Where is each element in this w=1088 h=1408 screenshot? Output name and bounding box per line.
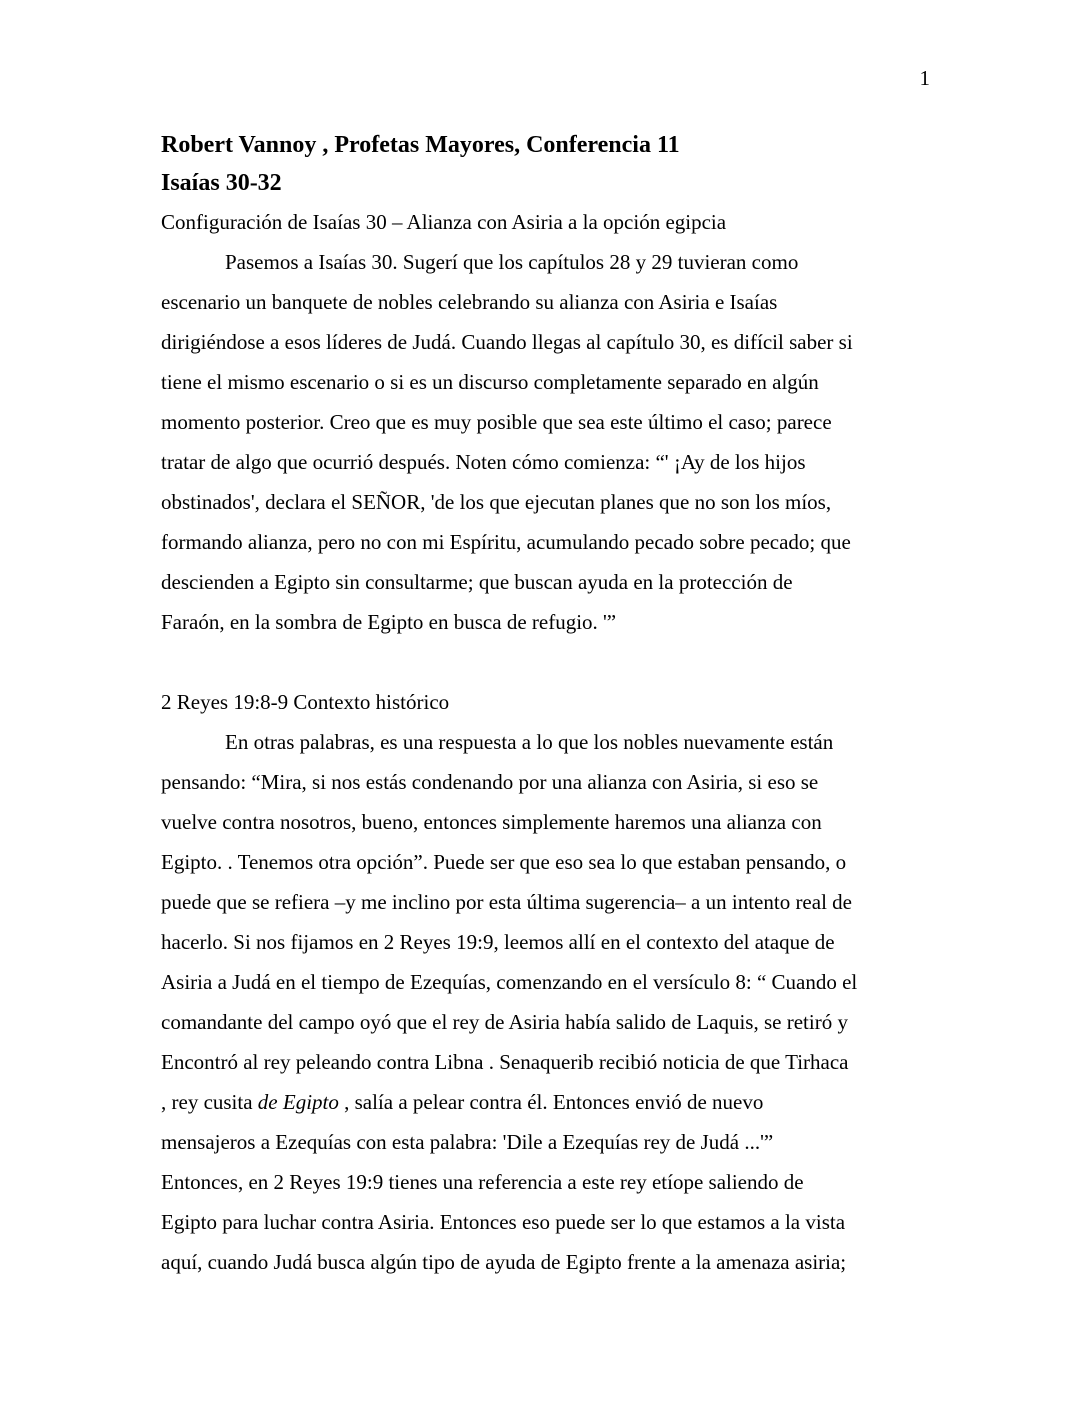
paragraph-line: Encontró al rey peleando contra Libna . Senaquerib recibió noticia de que Tirhaca	[161, 1050, 849, 1074]
paragraph-line: comandante del campo oyó que el rey de Asiria había salido de Laquis, se retiró y	[161, 1010, 848, 1034]
italic-phrase: de Egipto	[257, 1090, 339, 1114]
section-heading-2: 2 Reyes 19:8-9 Contexto histórico	[161, 690, 450, 714]
paragraph-line: tratar de algo que ocurrió después. Noten cómo comienza: “' ¡Ay de los hijos	[161, 450, 806, 474]
page-number: 1	[919, 66, 930, 90]
document-title: Robert Vannoy , Profetas Mayores, Conferencia 11	[161, 132, 680, 158]
document-body	[161, 126, 933, 1282]
paragraph-line: dirigiéndose a esos líderes de Judá. Cuando llegas al capítulo 30, es difícil saber si	[161, 330, 853, 354]
paragraph-line: Faraón, en la sombra de Egipto en busca de refugio. '”	[161, 610, 617, 634]
document-subtitle: Isaías 30-32	[161, 170, 282, 196]
paragraph-line: hacerlo. Si nos fijamos en 2 Reyes 19:9, leemos allí en el contexto del ataque de	[161, 930, 835, 954]
paragraph-line: descienden a Egipto sin consultarme; que buscan ayuda en la protección de	[161, 570, 793, 594]
paragraph-line: Asiria a Judá en el tiempo de Ezequías, comenzando en el versículo 8: “ Cuando el	[161, 970, 858, 994]
paragraph-line: obstinados', declara el SEÑOR, 'de los que ejecutan planes que no son los míos,	[161, 490, 832, 514]
paragraph-line: tiene el mismo escenario o si es un discurso completamente separado en algún	[161, 370, 819, 394]
line-text-after: , salía a pelear contra él. Entonces envió de nuevo	[338, 1090, 764, 1114]
paragraph-line: aquí, cuando Judá busca algún tipo de ayuda de Egipto frente a la amenaza asiria;	[161, 1250, 847, 1274]
paragraph-line: vuelve contra nosotros, bueno, entonces simplemente haremos una alianza con	[161, 810, 822, 834]
paragraph-line: formando alianza, pero no con mi Espíritu, acumulando pecado sobre pecado; que	[161, 530, 851, 554]
paragraph-line: puede que se refiera –y me inclino por esta última sugerencia– a un intento real de	[161, 890, 852, 914]
line-text-before: , rey cusita	[161, 1090, 258, 1114]
paragraph-line: Entonces, en 2 Reyes 19:9 tienes una referencia a este rey etíope saliendo de	[161, 1170, 804, 1194]
paragraph-line: En otras palabras, es una respuesta a lo que los nobles nuevamente están	[225, 730, 834, 754]
paragraph-line: Egipto para luchar contra Asiria. Entonces eso puede ser lo que estamos a la vista	[161, 1210, 846, 1234]
paragraph-line-with-italic	[161, 1082, 933, 1122]
paragraph-line: Egipto. . Tenemos otra opción”. Puede ser que eso sea lo que estaban pensando, o	[161, 850, 847, 874]
section-2-paragraph	[161, 722, 933, 1282]
section-heading-1: Configuración de Isaías 30 – Alianza con Asiria a la opción egipcia	[161, 210, 727, 234]
section-1-paragraph	[161, 242, 933, 642]
paragraph-line: momento posterior. Creo que es muy posible que sea este último el caso; parece	[161, 410, 832, 434]
paragraph-line: escenario un banquete de nobles celebrando su alianza con Asiria e Isaías	[161, 290, 778, 314]
blank-line	[161, 642, 933, 682]
paragraph-line: pensando: “Mira, si nos estás condenando por una alianza con Asiria, si eso se	[161, 770, 819, 794]
paragraph-line: mensajeros a Ezequías con esta palabra: 'Dile a Ezequías rey de Judá ...'”	[161, 1130, 774, 1154]
paragraph-line: Pasemos a Isaías 30. Sugerí que los capítulos 28 y 29 tuvieran como	[225, 250, 799, 274]
